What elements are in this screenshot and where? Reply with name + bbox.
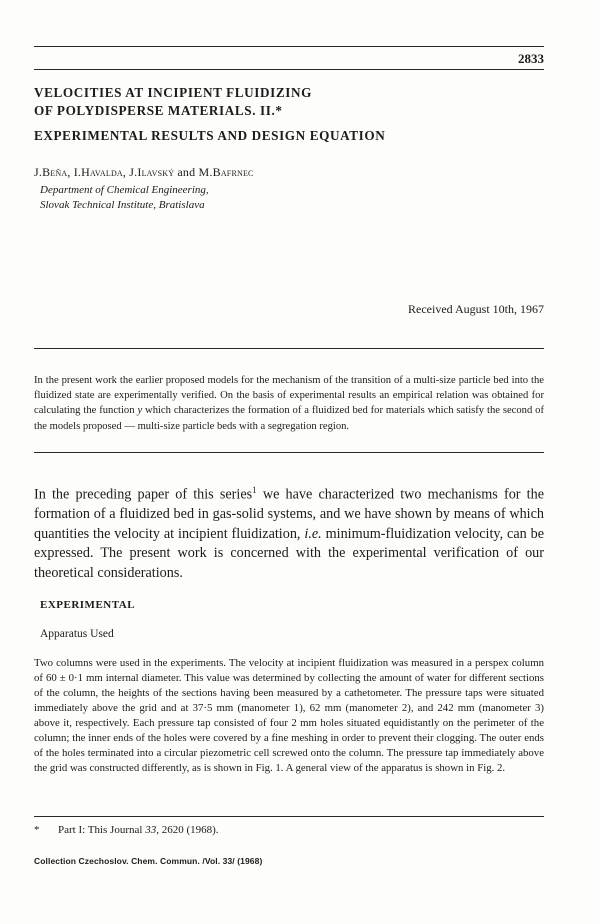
abstract-rule-bottom (34, 452, 544, 453)
header-rule-bottom (34, 69, 544, 70)
reference-1: 1 (252, 485, 257, 495)
body-paragraph: Two columns were used in the experiments. The velocity at incipient fluidization was measured in a perspex column of 60 ± 0·1 mm internal diameter. This value was determined by collecting the amount of water for different sections of the column, the heights of the sections having been measured by a cathetometer. The pressure taps were situated immediately above the grid and at 37·5 mm (manometer 1), 62 mm (manometer 2), and 242 mm (manometer 3) above it, respectively. Each pressure tap consisted of four 2 mm holes situated equidistantly on the perimeter of the column; the inner ends of the holes were covered by a fine meshing in order to prevent their clogging. The outer ends of the holes terminated into a circular piezometric cell screwed onto the column. The pressure tap immediately above the grid was constructed differently, as is shown in Fig. 1. A general view of the apparatus is shown in Fig. 2. (34, 657, 544, 774)
footnote: * Part I: This Journal 33, 2620 (1968). (34, 824, 219, 836)
affiliation-line-1: Department of Chemical Engineering, (40, 184, 209, 196)
page-number: 2833 (518, 51, 544, 66)
abstract: In the present work the earlier proposed models for the mechanism of the transition of a multi-size particle bed into the fluidized state are experimentally verified. On the basis of experimental results an empirical relation was obtained for calculating the function y which characterizes the formation of a fluidized bed for materials which satisfy the second of the models proposed — multi-size particle beds with a segregation region. (34, 375, 544, 432)
received-date: Received August 10th, 1967 (408, 302, 544, 316)
title-line-1: VELOCITIES AT INCIPIENT FLUIDIZING (34, 85, 312, 100)
footnote-rule (34, 816, 544, 817)
journal-footer: Collection Czechoslov. Chem. Commun. /Vol. 33/ (1968) (34, 856, 263, 866)
title-line-2: OF POLYDISPERSE MATERIALS. II.* (34, 103, 283, 118)
authors: J.Beňa, I.Havalda, J.Ilavský and M.Bafrnec (34, 165, 254, 179)
author-bena: Beňa (42, 165, 68, 179)
subsection-heading: Apparatus Used (40, 628, 114, 640)
intro-paragraph: In the preceding paper of this series$^1$ we have characterized two mechanisms for the formation of a fluidized bed in gas-solid systems, and we have shown by means of which quantities the velocity at incipient fluidization, i.e. minimum-fluidization velocity, can be expressed. The present work is concerned with the experimental verification of our theoretical considerations. (34, 485, 544, 581)
section-heading: EXPERIMENTAL (40, 599, 136, 611)
author-bafrnec: Bafrnec (212, 165, 254, 179)
header-rule-top (34, 46, 544, 47)
author-ilavsky: Ilavský (137, 165, 175, 179)
author-havalda: Havalda (81, 165, 123, 179)
title-line-3: EXPERIMENTAL RESULTS AND DESIGN EQUATION (34, 128, 386, 143)
abstract-rule-top (34, 348, 544, 349)
affiliation-line-2: Slovak Technical Institute, Bratislava (40, 199, 205, 211)
